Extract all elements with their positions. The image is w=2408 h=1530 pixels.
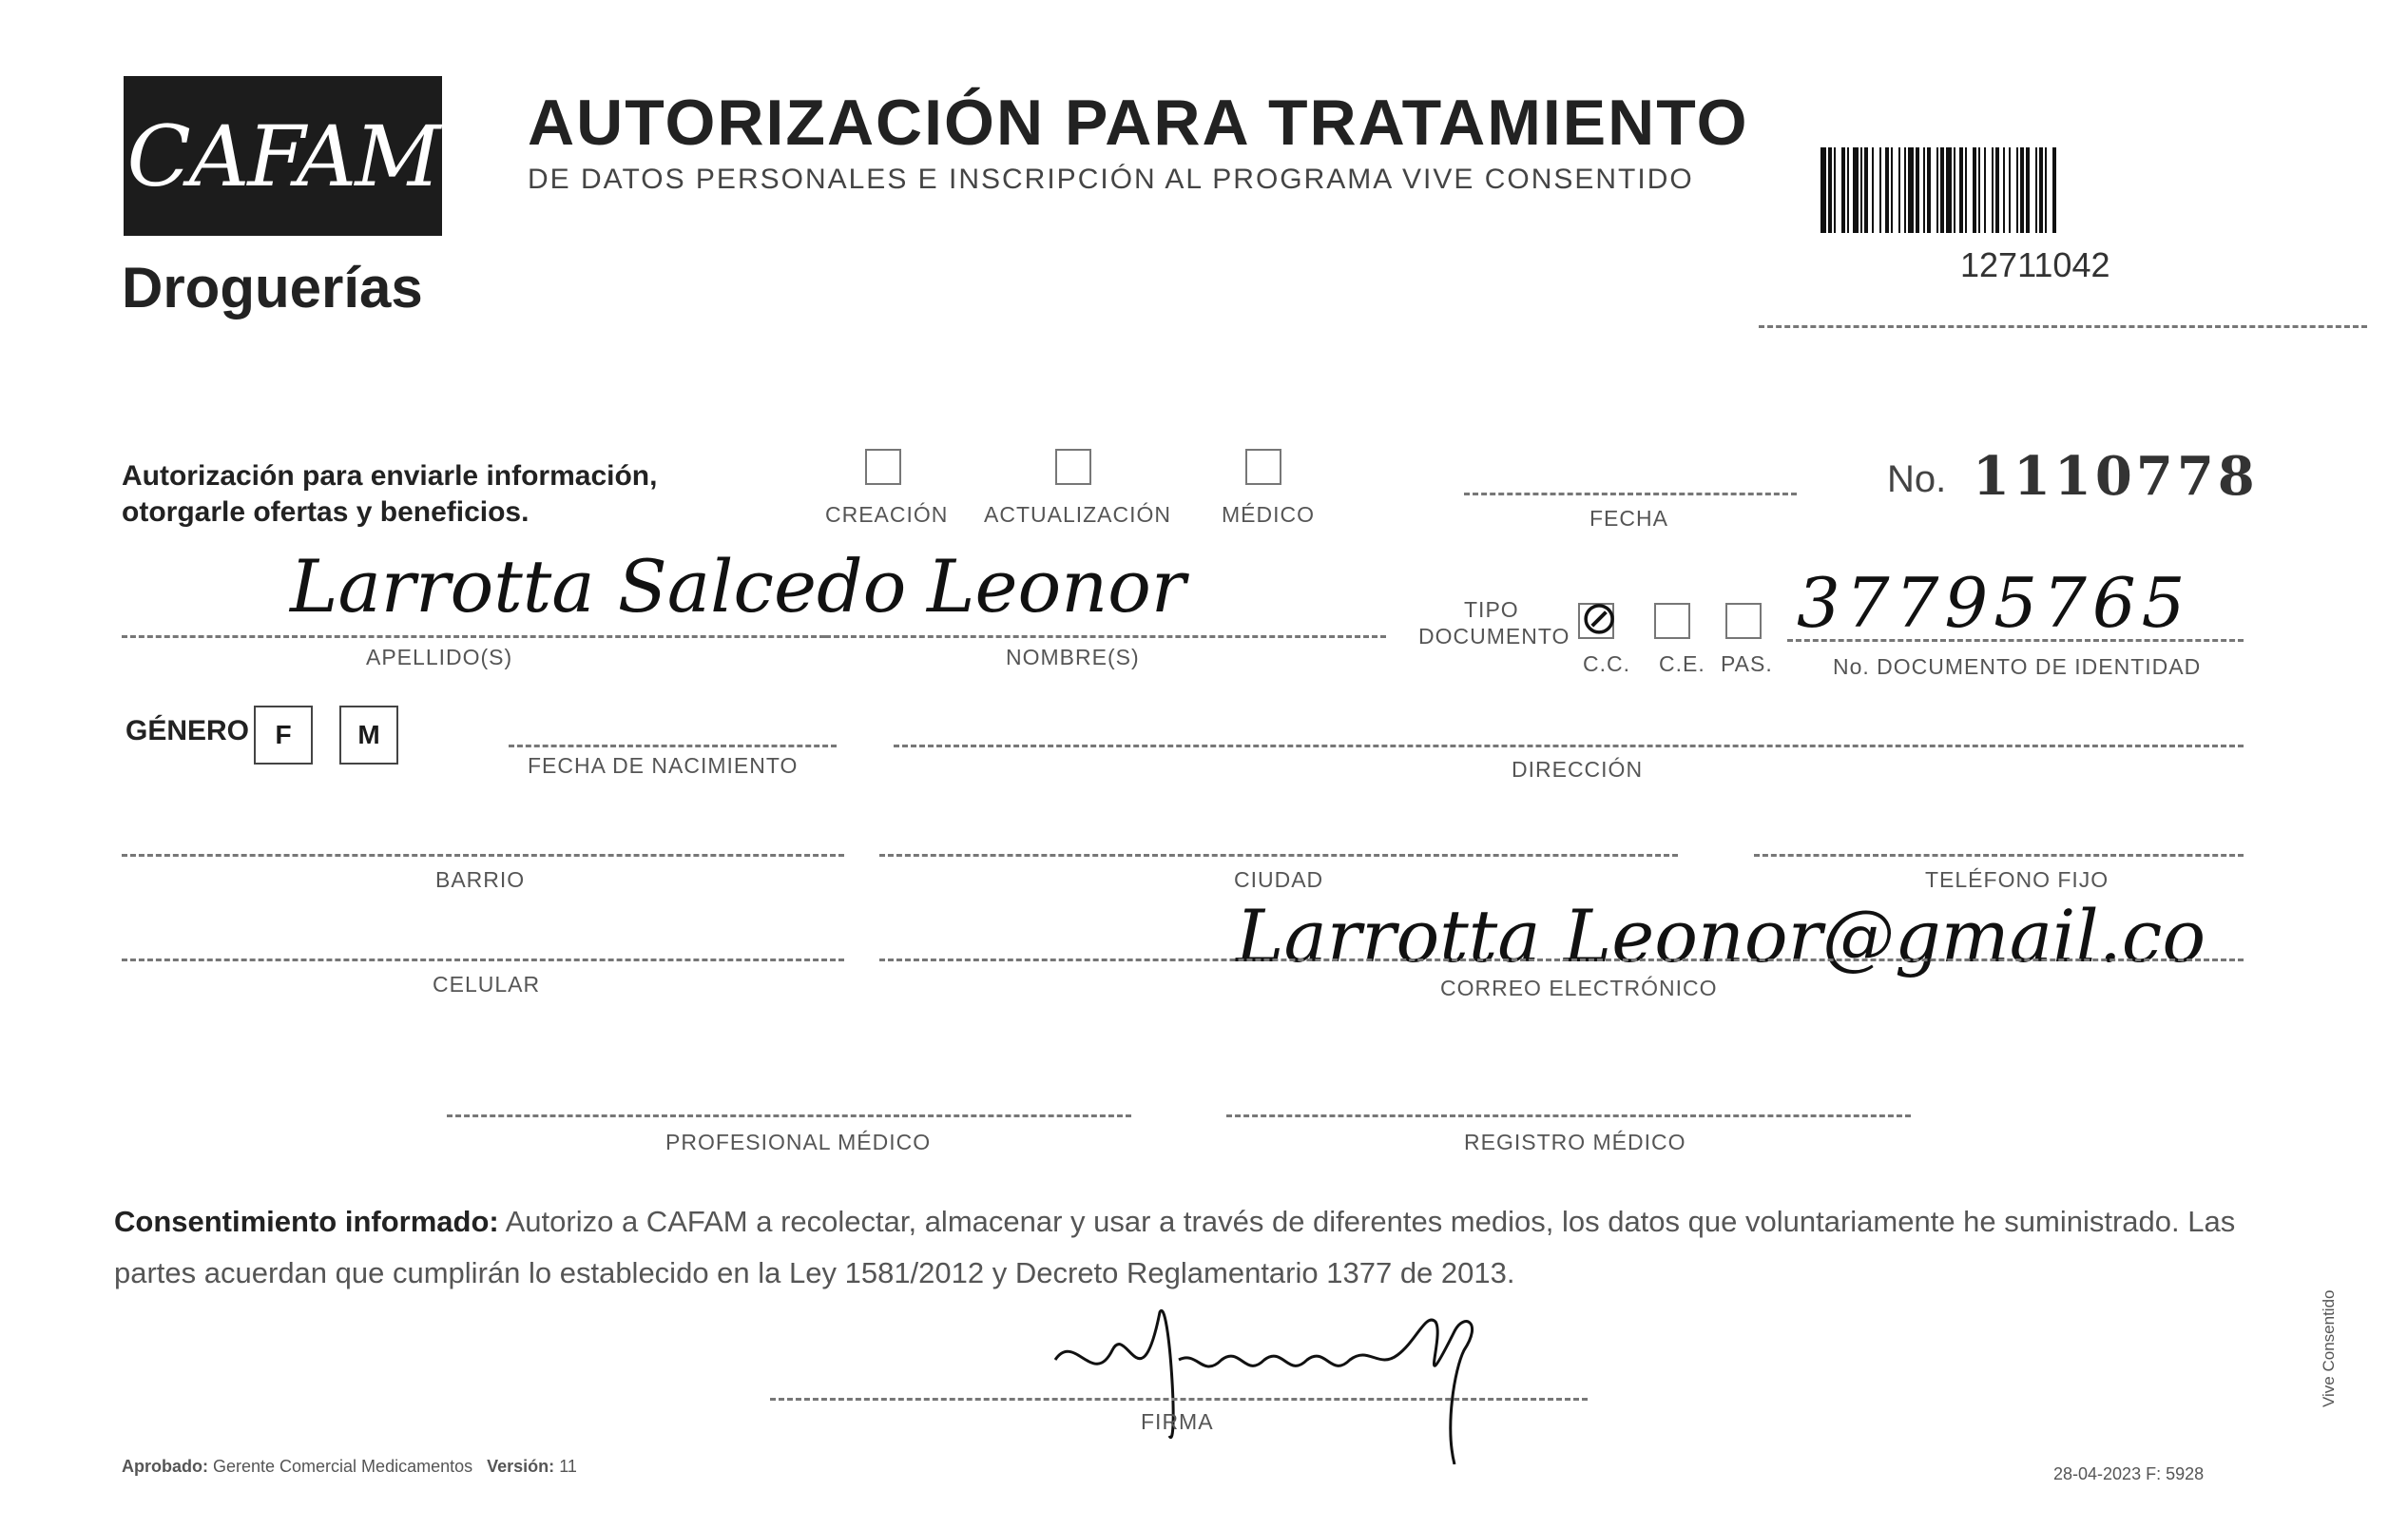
version-value: 11 xyxy=(559,1457,577,1476)
form-number: 1110778 xyxy=(1973,445,2259,508)
barcode-bar xyxy=(2052,147,2056,233)
checkbox-creacion[interactable] xyxy=(865,449,901,485)
barcode-bar xyxy=(1820,147,1826,233)
barcode-bar xyxy=(1841,147,1845,233)
celular-label: CELULAR xyxy=(433,972,541,997)
fecha-nacimiento-label: FECHA DE NACIMIENTO xyxy=(528,753,799,778)
barcode-bar xyxy=(1834,147,1836,233)
form-subtitle: DE DATOS PERSONALES E INSCRIPCIÓN AL PROGRAMA VIVE CONSENTIDO xyxy=(528,164,1694,195)
checkbox-cc[interactable]: ⊘ xyxy=(1580,593,1619,644)
firma-line xyxy=(770,1398,1588,1401)
barcode-bar xyxy=(2045,147,2047,233)
barcode-bar xyxy=(1923,147,1925,233)
label-ce: C.E. xyxy=(1659,651,1705,676)
nombres-line xyxy=(825,635,1386,638)
checkbox-pas[interactable] xyxy=(1725,603,1762,639)
fecha-label: FECHA xyxy=(1589,506,1668,531)
authorization-heading-line1: Autorización para enviarle información, xyxy=(122,460,658,492)
barcode-number: 12711042 xyxy=(1960,245,2110,284)
brand-subtitle: Droguerías xyxy=(122,256,423,320)
telefono-line xyxy=(1754,854,2244,857)
barcode-bar xyxy=(1992,147,1994,233)
barcode-bar xyxy=(1879,147,1881,233)
label-medico: MÉDICO xyxy=(1222,502,1315,527)
barrio-label: BARRIO xyxy=(435,867,526,892)
label-actualizacion: ACTUALIZACIÓN xyxy=(984,502,1172,527)
label-pas: PAS. xyxy=(1721,651,1773,676)
nombres-value: Leonor xyxy=(927,544,1186,629)
ciudad-line xyxy=(879,854,1678,857)
fecha-nacimiento-line xyxy=(509,745,837,747)
barcode-bar xyxy=(1828,147,1832,233)
apellidos-value: Larrotta Salcedo xyxy=(290,544,907,629)
barcode-bar xyxy=(1885,147,1889,233)
profesional-label: PROFESIONAL MÉDICO xyxy=(665,1130,932,1154)
form-number-label: No. xyxy=(1887,458,1947,500)
apellidos-line xyxy=(122,635,825,638)
consent-text: Autorizo a CAFAM a recolectar, almacenar y usar a través de diferentes medios, los datos que voluntariamente he suministrado. Las partes acuerdan que cumplirán lo establecido en la Ley 1581/2012 y Decreto Reglamentario 1377 de 2013. xyxy=(114,1205,2236,1289)
checkbox-ce[interactable] xyxy=(1654,603,1690,639)
form-title: AUTORIZACIÓN PARA TRATAMIENTO xyxy=(528,87,1749,159)
barcode-bar xyxy=(2016,147,2018,233)
fecha-line xyxy=(1464,493,1797,495)
barcode-bar xyxy=(1904,147,1906,233)
barcode-bar xyxy=(2026,147,2030,233)
barcode-bar xyxy=(1927,147,1931,233)
genero-label: GÉNERO xyxy=(125,715,250,746)
documento-label: DOCUMENTO xyxy=(1418,624,1570,649)
consent-paragraph xyxy=(114,1196,2244,1299)
genero-f-box[interactable] xyxy=(254,706,313,765)
label-creacion: CREACIÓN xyxy=(825,502,949,527)
barcode-bar xyxy=(2003,147,2005,233)
barcode-bar xyxy=(2020,147,2024,233)
cafam-logo: CAFAM xyxy=(124,76,442,236)
footer-approval xyxy=(122,1457,577,1477)
barcode-bar xyxy=(1891,147,1893,233)
barcode-bar xyxy=(1995,147,1999,233)
celular-line xyxy=(122,959,844,961)
footer-date-code: 28-04-2023 F: 5928 xyxy=(2053,1464,2205,1483)
profesional-line xyxy=(447,1114,1131,1117)
barcode-bar xyxy=(2039,147,2043,233)
aprobado-value: Gerente Comercial Medicamentos xyxy=(213,1457,473,1476)
barrio-line xyxy=(122,854,844,857)
direccion-line xyxy=(894,745,2244,747)
genero-f-label: F xyxy=(275,720,292,749)
doc-number-value: 37795765 xyxy=(1797,563,2191,643)
barcode-bar xyxy=(1946,147,1952,233)
ciudad-label: CIUDAD xyxy=(1234,867,1324,892)
telefono-label: TELÉFONO FIJO xyxy=(1925,867,2109,892)
barcode-bar xyxy=(1965,147,1967,233)
genero-m-label: M xyxy=(357,720,380,749)
barcode-bar xyxy=(1936,147,1938,233)
direccion-label: DIRECCIÓN xyxy=(1512,757,1644,782)
barcode-bar xyxy=(1872,147,1874,233)
checkbox-medico[interactable] xyxy=(1245,449,1281,485)
registro-line xyxy=(1226,1114,1911,1117)
correo-label: CORREO ELECTRÓNICO xyxy=(1440,976,1718,1000)
barcode-bar xyxy=(1898,147,1900,233)
firma-label: FIRMA xyxy=(1141,1409,1214,1434)
signature xyxy=(1036,1293,1531,1464)
barcode-bar xyxy=(1984,147,1986,233)
barcode-bar xyxy=(1954,147,1955,233)
aprobado-label: Aprobado: xyxy=(122,1457,208,1476)
barcode-bar xyxy=(1860,147,1862,233)
consent-lead: Consentimiento informado: xyxy=(114,1205,499,1238)
barcode-bar xyxy=(2035,147,2037,233)
correo-line xyxy=(879,959,2244,961)
checkbox-actualizacion[interactable] xyxy=(1055,449,1091,485)
barcode-bar xyxy=(1959,147,1963,233)
barcode-bar xyxy=(1978,147,1980,233)
correo-value: Larrotta Leonor@gmail.co xyxy=(1236,894,2206,978)
label-cc: C.C. xyxy=(1583,651,1630,676)
tipo-label: TIPO xyxy=(1464,597,1519,622)
registro-label: REGISTRO MÉDICO xyxy=(1464,1130,1686,1154)
barcode-bar xyxy=(1940,147,1944,233)
side-text: Vive Consentido xyxy=(2320,1289,2338,1407)
barcode-bar xyxy=(1853,147,1859,233)
header-divider xyxy=(1759,325,2367,328)
barcode-bar xyxy=(2009,147,2011,233)
barcode-bar xyxy=(1864,147,1868,233)
nombres-label: NOMBRE(S) xyxy=(1006,645,1140,669)
barcode-bar xyxy=(1973,147,1976,233)
barcode xyxy=(1820,147,2210,233)
doc-number-line xyxy=(1787,639,2244,642)
authorization-heading xyxy=(122,458,657,531)
genero-m-box[interactable] xyxy=(339,706,398,765)
authorization-heading-line2: otorgarle ofertas y beneficios. xyxy=(122,496,530,528)
apellidos-label: APELLIDO(S) xyxy=(366,645,513,669)
barcode-bar xyxy=(1908,147,1914,233)
version-label: Versión: xyxy=(487,1457,555,1476)
barcode-bar xyxy=(1847,147,1849,233)
doc-number-label: No. DOCUMENTO DE IDENTIDAD xyxy=(1833,654,2202,679)
barcode-bar xyxy=(1916,147,1919,233)
